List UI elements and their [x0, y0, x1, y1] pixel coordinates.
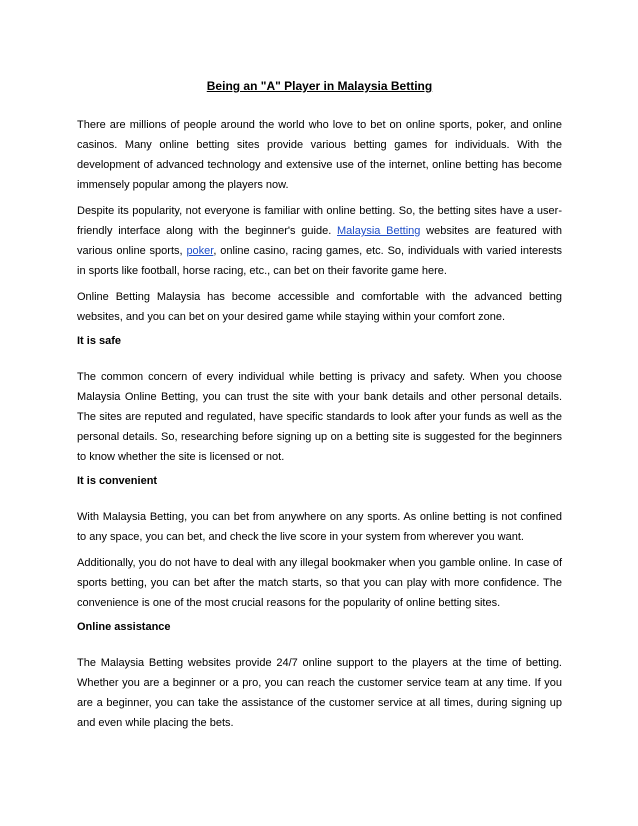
paragraph-accessible: Online Betting Malaysia has become accessible and comfortable with the advanced betting websites, and you can bet on your desired game while staying within your comfort zone. — [77, 291, 562, 323]
heading-online-assistance: Online assistance — [77, 621, 171, 633]
paragraph-convenience: With Malaysia Betting, you can bet from anywhere on any sports. As online betting is not confined to any space, you can bet, and check the live score in your system from wherever you want. — [77, 511, 562, 543]
document-title: Being an "A" Player in Malaysia Betting — [206, 79, 433, 93]
paragraph-additionally: Additionally, you do not have to deal with any illegal bookmaker when you gamble online. In case of sports betting, you can bet after the match starts, so that you can play with more confidence. The convenience is one of the most crucial reasons for the popularity of online betting sites. — [77, 557, 562, 609]
paragraph-popularity-text-3: , online casino, racing games, etc. So, individuals with varied interests in sports like football, horse racing, etc., can bet on their favorite game here. — [77, 245, 563, 277]
paragraph-popularity-text-2: websites are featured with various online sports, — [77, 225, 562, 257]
paragraph-popularity — [77, 201, 562, 281]
paragraph-support: The Malaysia Betting websites provide 24/7 online support to the players at the time of betting. Whether you are a beginner or a pro, you can reach the customer service team at any time. If you are a beginner, you can take the assistance of the customer service at all times, during signing up and even while placing the bets. — [77, 657, 562, 729]
poker-link[interactable]: poker — [186, 245, 214, 257]
heading-it-is-convenient: It is convenient — [77, 475, 158, 487]
malaysia-betting-link[interactable]: Malaysia Betting — [337, 225, 421, 237]
paragraph-intro: There are millions of people around the world who love to bet on online sports, poker, and online casinos. Many online betting sites provide various betting games for individuals. With the development of advanced technology and extensive use of the internet, online betting has become immensely popular among the players now. — [77, 119, 562, 191]
heading-it-is-safe: It is safe — [77, 335, 122, 347]
paragraph-safety: The common concern of every individual while betting is privacy and safety. When you choose Malaysia Online Betting, you can trust the site with your bank details and other personal details. The sites are reputed and regulated, have specific standards to look after your funds as well as the personal details. So, researching before signing up on a betting site is suggested for the beginners to know whether the site is licensed or not. — [77, 371, 562, 463]
paragraph-popularity-text-1: Despite its popularity, not everyone is familiar with online betting. So, the betting sites have a user-friendly interface along with the beginner's guide. — [77, 205, 562, 237]
document-page — [77, 78, 562, 739]
